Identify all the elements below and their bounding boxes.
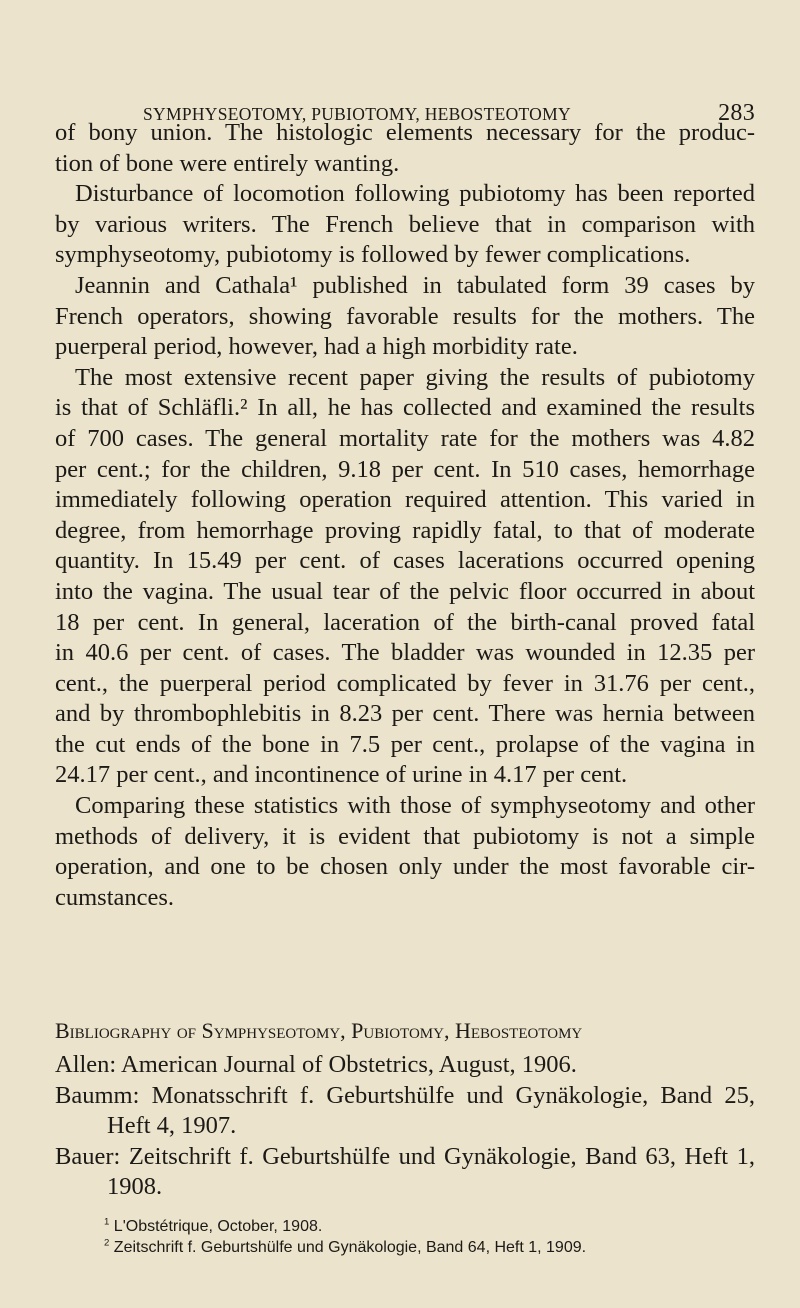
- footnote: [104, 1237, 586, 1258]
- entry-line: Allen: American Journal of Obstetrics, August, 1906.: [55, 1051, 577, 1078]
- paragraph: [55, 791, 755, 913]
- text-line: Jeannin and Cathala¹ published in tabulated form 39 cases by: [75, 271, 755, 299]
- text-line: degree, from hemorrhage proving rapidly fatal, to that of moderate: [55, 516, 755, 544]
- footnote-text: L'Obstétrique, October, 1908.: [113, 1218, 323, 1235]
- footnote-mark: 2: [104, 1237, 110, 1249]
- text-line: tion of bone were entirely wanting.: [55, 149, 400, 177]
- text-line: quantity. In 15.49 per cent. of cases lacerations occurred opening: [55, 547, 755, 575]
- entry-line: Bauer: Zeitschrift f. Geburtshülfe und Gynäkologie, Band 63, Heft 1,: [55, 1142, 755, 1170]
- text-line: in 40.6 per cent. of cases. The bladder was wounded in 12.35 per: [55, 639, 755, 667]
- text-line: 24.17 per cent., and incontinence of urine in 4.17 per cent.: [55, 761, 628, 789]
- text-line: cent., the puerperal period complicated by fever in 31.76 per cent.,: [55, 669, 755, 697]
- text-line: French operators, showing favorable results for the mothers. The: [55, 302, 755, 330]
- paragraph: [55, 271, 755, 363]
- text-line: Comparing these statistics with those of symphyseotomy and other: [75, 792, 755, 820]
- bibliography-entry: [55, 1081, 755, 1142]
- text-line: symphyseotomy, pubiotomy is followed by fewer complications.: [55, 241, 691, 269]
- entry-line: Heft 4, 1907.: [107, 1112, 237, 1140]
- text-line: and by thrombophlebitis in 8.23 per cent. There was hernia between: [55, 700, 755, 728]
- running-title: SYMPHYSEOTOMY, PUBIOTOMY, HEBOSTEOTOMY: [143, 104, 571, 124]
- text-line: of 700 cases. The general mortality rate for the mothers was 4.82: [55, 424, 755, 452]
- text-line: by various writers. The French believe that in comparison with: [55, 210, 755, 238]
- text-line: methods of delivery, it is evident that pubiotomy is not a simple: [55, 822, 755, 850]
- bibliography: [55, 1016, 755, 1203]
- text-line: 18 per cent. In general, laceration of the birth-canal proved fatal: [55, 608, 755, 636]
- text-line: cumstances.: [55, 883, 175, 911]
- paragraph: [55, 363, 755, 791]
- text-line: immediately following operation required attention. This varied in: [55, 486, 755, 514]
- text-line: Disturbance of locomotion following pubiotomy has been reported: [75, 180, 755, 208]
- body-text: [55, 118, 755, 913]
- footnote: [104, 1216, 586, 1237]
- text-line: operation, and one to be chosen only under the most favorable cir-: [55, 853, 755, 881]
- footnotes: [104, 1216, 586, 1258]
- text-line: the cut ends of the bone in 7.5 per cent., prolapse of the vagina in: [55, 730, 755, 758]
- paragraph: [55, 118, 755, 179]
- paragraph: [55, 179, 755, 271]
- entry-line: 1908.: [107, 1173, 163, 1201]
- text-line: is that of Schläfli.² In all, he has collected and examined the results: [55, 394, 755, 422]
- bibliography-entry: [55, 1142, 755, 1203]
- bibliography-heading: Bibliography of Symphyseotomy, Pubiotomy, Hebosteotomy: [55, 1018, 583, 1043]
- page-number: 283: [718, 100, 755, 126]
- bibliography-entry: [55, 1050, 755, 1081]
- footnote-text: Zeitschrift f. Geburtshülfe und Gynäkologie, Band 64, Heft 1, 1909.: [113, 1239, 587, 1256]
- text-line: puerperal period, however, had a high morbidity rate.: [55, 333, 578, 361]
- text-line: The most extensive recent paper giving the results of pubiotomy: [75, 363, 755, 391]
- text-line: of bony union. The histologic elements necessary for the produc-: [55, 119, 755, 146]
- text-line: per cent.; for the children, 9.18 per cent. In 510 cases, hemorrhage: [55, 455, 755, 483]
- text-line: into the vagina. The usual tear of the pelvic floor occurred in about: [55, 577, 755, 605]
- entry-line: Baumm: Monatsschrift f. Geburtshülfe und Gynäkologie, Band 25,: [55, 1081, 755, 1109]
- footnote-mark: 1: [104, 1216, 110, 1228]
